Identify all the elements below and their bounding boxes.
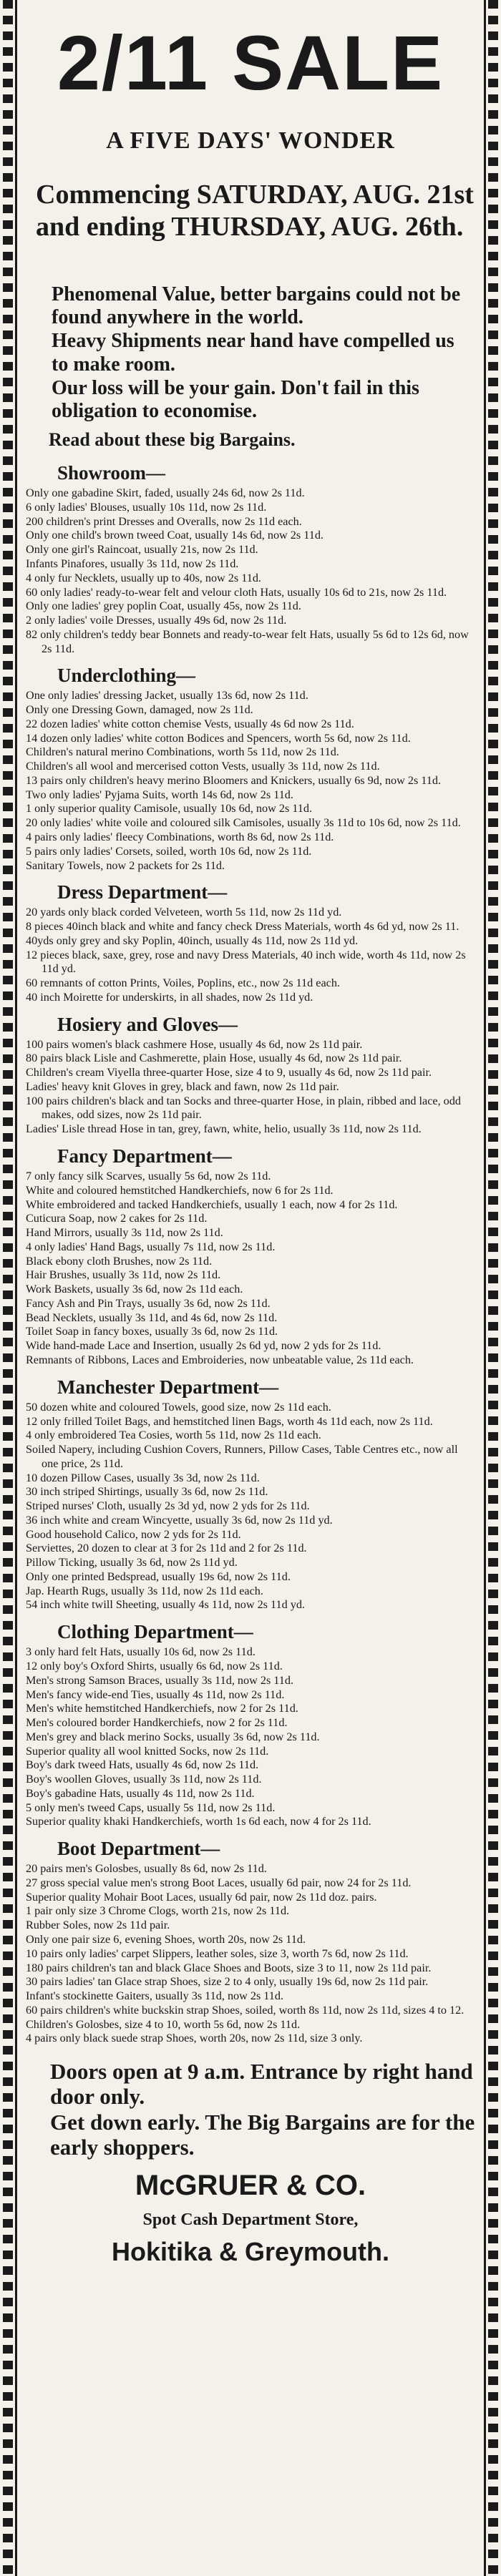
section-heading: Hosiery and Gloves— xyxy=(57,1013,238,1035)
bargain-item: 100 pairs women's black cashmere Hose, usually 4s 6d, now 2s 11d pair. xyxy=(26,1037,363,1051)
section xyxy=(26,881,475,1004)
bargain-item: Men's strong Samson Braces, usually 3s 11d, now 2s 11d. xyxy=(26,1673,294,1687)
bargain-item: Ladies' Lisle thread Hose in tan, grey, fawn, white, helio, usually 3s 11d, now 2s 11d. xyxy=(26,1122,422,1136)
bargain-item: 60 pairs children's white buckskin strap Shoes, soiled, worth 8s 11d, now 2s 11d, sizes 4 to 12. xyxy=(26,2003,464,2017)
bargain-item: 10 pairs only ladies' carpet Slippers, leather soles, size 3, worth 7s 6d, now 2s 11d. xyxy=(26,1946,409,1960)
section-heading: Manchester Department— xyxy=(57,1376,279,1398)
store-locations: Hokitika & Greymouth. xyxy=(111,2237,390,2267)
bargain-item: Boy's dark tweed Hats, usually 4s 6d, now 2s 11d. xyxy=(26,1758,259,1772)
footer-notice xyxy=(26,2059,475,2160)
bargain-item: 3 only hard felt Hats, usually 10s 6d, now 2s 11d. xyxy=(26,1645,256,1659)
bargain-item: 6 only ladies' Blouses, usually 10s 11d, now 2s 11d. xyxy=(26,500,267,514)
bargain-item: 27 gross special value men's strong Boot Laces, usually 6d pair, now 24 for 2s 11d. xyxy=(26,1876,412,1889)
bargain-item: 50 dozen white and coloured Towels, good size, now 2s 11d each. xyxy=(26,1400,331,1414)
bargain-item: Good household Calico, now 2 yds for 2s 11d. xyxy=(26,1527,241,1541)
bargain-item: 22 dozen ladies' white cotton chemise Vests, usually 4s 6d now 2s 11d. xyxy=(26,717,354,730)
section xyxy=(26,665,475,873)
bargain-item: Fancy Ash and Pin Trays, usually 3s 6d, now 2s 11d. xyxy=(26,1296,271,1310)
bargain-item: Only one girl's Raincoat, usually 21s, now 2s 11d. xyxy=(26,543,258,557)
section xyxy=(26,462,475,656)
intro-line-1: Phenomenal Value, better bargains could not be found anywhere in the world. xyxy=(52,283,461,329)
bargain-item: 40 inch Moirette for underskirts, in all shades, now 2s 11d yd. xyxy=(26,990,313,1004)
bargain-item: 4 only embroidered Tea Cosies, worth 5s 11d, now 2s 11d each. xyxy=(26,1429,321,1442)
intro-line-3: Our loss will be your gain. Don't fail in this obligation to economise. xyxy=(52,376,419,423)
bargain-item: Children's cream Viyella three-quarter Hose, size 4 to 9, usually 4s 6d, now 2s 11d pair. xyxy=(26,1066,432,1079)
bargain-item: Children's Golosbes, size 4 to 10, worth 5s 6d, now 2s 11d. xyxy=(26,2017,301,2031)
bargain-item: 4 pairs only black suede strap Shoes, worth 20s, now 2s 11d, size 3 only. xyxy=(26,2032,363,2045)
bargain-item: Children's natural merino Combinations, worth 5s 11d, now 2s 11d. xyxy=(26,745,339,759)
bargain-item: 8 pieces 40inch black and white and fancy check Dress Materials, worth 4s 6d yd, now 2s 11. xyxy=(26,920,459,934)
bargain-item: Men's fancy wide-end Ties, usually 4s 11d, now 2s 11d. xyxy=(26,1688,285,1701)
bargain-item: Wide hand-made Lace and Insertion, usually 2s 6d yd, now 2 yds for 2s 11d. xyxy=(26,1339,381,1353)
bargain-item: 4 pairs only ladies' fleecy Combinations, worth 8s 6d, now 2s 11d. xyxy=(26,831,334,843)
bargain-item: Superior quality khaki Handkerchiefs, worth 1s 6d each, now 4 for 2s 11d. xyxy=(26,1815,371,1828)
bargain-item: Two only ladies' Pyjama Suits, worth 14s 6d, now 2s 11d. xyxy=(26,788,293,801)
bargain-item: Remnants of Ribbons, Laces and Embroideries, now unbeatable value, 2s 11d each. xyxy=(26,1353,414,1366)
bargain-item: Only one pair size 6, evening Shoes, worth 20s, now 2s 11d. xyxy=(26,1933,306,1946)
bargain-item: Men's white hemstitched Handkerchiefs, now 2 for 2s 11d. xyxy=(26,1702,298,1715)
sale-subtitle: A FIVE DAYS' WONDER xyxy=(106,127,395,154)
bargain-item: Superior quality all wool knitted Socks, now 2s 11d. xyxy=(26,1744,269,1758)
bargain-item: 1 pair only size 3 Chrome Clogs, worth 21s, now 2s 11d. xyxy=(26,1904,290,1918)
intro-text xyxy=(26,283,475,424)
bargain-item: Ladies' heavy knit Gloves in grey, black and fawn, now 2s 11d pair. xyxy=(26,1079,339,1093)
bargain-item: 7 only fancy silk Scarves, usually 5s 6d, now 2s 11d. xyxy=(26,1170,271,1183)
bargain-item: Infant's stockinette Gaiters, usually 3s 11d, now 2s 11d. xyxy=(26,1989,284,2003)
intro-line-2: Heavy Shipments near hand have compelled us to make room. xyxy=(52,330,454,376)
bargain-item: Pillow Ticking, usually 3s 6d, now 2s 11d yd. xyxy=(26,1556,238,1569)
bargain-item: Only one Dressing Gown, damaged, now 2s 11d. xyxy=(26,703,253,717)
store-description: Spot Cash Department Store, xyxy=(142,2210,359,2230)
bargain-item: Only one ladies' grey poplin Coat, usually 45s, now 2s 11d. xyxy=(26,599,301,613)
section xyxy=(26,1621,475,1829)
bargain-item: Sanitary Towels, now 2 packets for 2s 11d. xyxy=(26,858,225,872)
bargain-item: 4 only ladies' Hand Bags, usually 7s 11d, now 2s 11d. xyxy=(26,1240,276,1253)
bargain-item: Superior quality Mohair Boot Laces, usually 6d pair, now 2s 11d doz. pairs. xyxy=(26,1890,377,1904)
bargain-item: Striped nurses' Cloth, usually 2s 3d yd, now 2 yds for 2s 11d. xyxy=(26,1499,310,1513)
bargain-item: Jap. Hearth Rugs, usually 3s 11d, now 2s 11d each. xyxy=(26,1584,263,1597)
bargain-item: One only ladies' dressing Jacket, usually 13s 6d, now 2s 11d. xyxy=(26,689,308,702)
bargain-item: Boy's gabadine Hats, usually 4s 11d, now 2s 11d. xyxy=(26,1786,255,1800)
bargain-item: 36 inch white and cream Wincyette, usually 3s 6d, now 2s 11d yd. xyxy=(26,1513,333,1527)
bargain-item: 30 inch striped Shirtings, usually 3s 6d, now 2s 11d. xyxy=(26,1485,268,1499)
left-dashed-border xyxy=(3,0,13,2576)
bargain-item: Bead Necklets, usually 3s 11d, and 4s 6d, now 2s 11d. xyxy=(26,1311,278,1324)
bargain-item: 12 only boy's Oxford Shirts, usually 6s 6d, now 2s 11d. xyxy=(26,1659,283,1673)
section xyxy=(26,1376,475,1612)
bargain-item: 82 only children's teddy bear Bonnets and ready-to-wear felt Hats, usually 5s 6d to 12s 6d, now 2s 11d. xyxy=(26,627,469,655)
bargain-item: Toilet Soap in fancy boxes, usually 3s 6d, now 2s 11d. xyxy=(26,1325,278,1338)
bargain-item: 12 only frilled Toilet Bags, and hemstitched linen Bags, worth 4s 11d each, now 2s 11d. xyxy=(26,1414,433,1428)
bargain-item: 60 remnants of cotton Prints, Voiles, Poplins, etc., now 2s 11d each. xyxy=(26,976,340,990)
section xyxy=(26,1838,475,2046)
bargain-item: 4 only fur Necklets, usually up to 40s, now 2s 11d. xyxy=(26,571,261,584)
bargain-item: Children's all wool and mercerised cotton Vests, usually 3s 11d, now 2s 11d. xyxy=(26,760,380,773)
bargain-item: 12 pieces black, saxe, grey, rose and navy Dress Materials, 40 inch wide, worth 4s 11d, now 2s 11d yd. xyxy=(26,948,466,976)
company-name: McGRUER & CO. xyxy=(135,2170,366,2202)
bargain-item: 54 inch white twill Sheeting, usually 4s 11d, now 2s 11d yd. xyxy=(26,1598,305,1612)
ad-content xyxy=(26,19,475,2562)
bargain-item: Soiled Napery, including Cushion Covers, Runners, Pillow Cases, Table Centres etc., now all one price, 2s 11d. xyxy=(26,1443,458,1470)
bargain-item: Serviettes, 20 dozen to clear at 3 for 2s 11d and 2 for 2s 11d. xyxy=(26,1542,307,1555)
bargain-item: Hand Mirrors, usually 3s 11d, now 2s 11d. xyxy=(26,1226,223,1240)
bargain-item: 5 pairs only ladies' Corsets, soiled, worth 10s 6d, now 2s 11d. xyxy=(26,844,312,858)
bargain-item: 180 pairs children's tan and black Glace Shoes and Boots, size 3 to 11, now 2s 11d pair. xyxy=(26,1961,432,1974)
section-heading: Showroom— xyxy=(57,462,166,484)
bargain-item: Work Baskets, usually 3s 6d, now 2s 11d each. xyxy=(26,1283,243,1296)
section-heading: Dress Department— xyxy=(57,881,228,903)
bargain-item: Infants Pinafores, usually 3s 11d, now 2s 11d. xyxy=(26,557,239,570)
bargain-item: 1 only superior quality Camisole, usually 10s 6d, now 2s 11d. xyxy=(26,802,313,816)
right-dashed-border xyxy=(488,0,498,2576)
section-heading: Boot Department— xyxy=(57,1838,220,1860)
bargain-item: 5 only men's tweed Caps, usually 5s 11d, now 2s 11d. xyxy=(26,1801,276,1814)
bargain-item: Only one child's brown tweed Coat, usually 14s 6d, now 2s 11d. xyxy=(26,529,324,542)
bargain-item: 10 dozen Pillow Cases, usually 3s 3d, now 2s 11d. xyxy=(26,1471,260,1484)
read-about-bargains: Read about these big Bargains. xyxy=(49,429,296,451)
bargain-item: 14 dozen only ladies' white cotton Bodices and Spencers, worth 5s 6d, now 2s 11d. xyxy=(26,731,411,745)
bargain-item: 80 pairs black Lisle and Cashmerette, plain Hose, usually 4s 6d, now 2s 11d pair. xyxy=(26,1052,402,1065)
bargain-item: 200 children's print Dresses and Overalls, now 2s 11d each. xyxy=(26,514,302,528)
get-down-early-text: Get down early. The Big Bargains are for the early shoppers. xyxy=(50,2109,475,2160)
bargain-item: Boy's woollen Gloves, usually 3s 11d, now 2s 11d. xyxy=(26,1773,262,1786)
sale-dates: Commencing SATURDAY, AUG. 21st and ending THURSDAY, AUG. 26th. xyxy=(36,180,474,242)
bargain-item: Men's coloured border Handkerchiefs, now 2 for 2s 11d. xyxy=(26,1716,288,1730)
section-heading: Fancy Department— xyxy=(57,1145,232,1167)
bargain-item: 13 pairs only children's heavy merino Bloomers and Knickers, usually 6s 9d, now 2s 11d. xyxy=(26,773,442,787)
section-heading: Clothing Department— xyxy=(57,1621,253,1643)
section xyxy=(26,1014,475,1137)
bargain-item: Rubber Soles, now 2s 11d pair. xyxy=(26,1919,170,1932)
bargain-item: Hair Brushes, usually 3s 11d, now 2s 11d. xyxy=(26,1268,221,1282)
sale-title: 2/11 SALE xyxy=(57,19,444,106)
bargain-item: White and coloured hemstitched Handkerchiefs, now 6 for 2s 11d. xyxy=(26,1183,334,1197)
bargain-item: Only one gabadine Skirt, faded, usually 24s 6d, now 2s 11d. xyxy=(26,486,305,500)
bargain-item: Only one printed Bedspread, usually 19s 6d, now 2s 11d. xyxy=(26,1569,291,1583)
doors-open-text: Doors open at 9 a.m. Entrance by right hand door only. xyxy=(50,2059,473,2110)
bargain-item: 60 only ladies' ready-to-wear felt and velour cloth Hats, usually 10s 6d to 21s, now 2s 11d. xyxy=(26,585,447,599)
section xyxy=(26,1145,475,1368)
bargain-item: 20 pairs men's Golosbes, usually 8s 6d, now 2s 11d. xyxy=(26,1862,267,1876)
bargain-item: 30 pairs ladies' tan Glace strap Shoes, size 2 to 4 only, usually 19s 6d, now 2s 11d pair. xyxy=(26,1975,429,1989)
bargain-item: Cuticura Soap, now 2 cakes for 2s 11d. xyxy=(26,1212,208,1225)
bargain-item: 20 only ladies' white voile and coloured silk Camisoles, usually 3s 11d to 10s 6d, now 2s 11d. xyxy=(26,816,461,830)
bargain-item: 40yds only grey and sky Poplin, 40inch, usually 4s 11d, now 2s 11d yd. xyxy=(26,934,359,947)
bargain-item: 100 pairs children's black and tan Socks and three-quarter Hose, in plain, ribbed and lace, odd makes, odd sizes, now 2s 11d pair. xyxy=(26,1094,461,1122)
bargain-item: Men's grey and black merino Socks, usually 3s 6d, now 2s 11d. xyxy=(26,1730,320,1743)
bargain-item: White embroidered and tacked Handkerchiefs, usually 1 each, now 4 for 2s 11d. xyxy=(26,1198,398,1211)
bargain-item: Black ebony cloth Brushes, now 2s 11d. xyxy=(26,1254,213,1268)
section-heading: Underclothing— xyxy=(57,665,196,687)
bargain-item: 20 yards only black corded Velveteen, worth 5s 11d, now 2s 11d yd. xyxy=(26,906,342,919)
department-sections xyxy=(26,462,475,2046)
bargain-item: 2 only ladies' voile Dresses, usually 49s 6d, now 2s 11d. xyxy=(26,614,287,627)
